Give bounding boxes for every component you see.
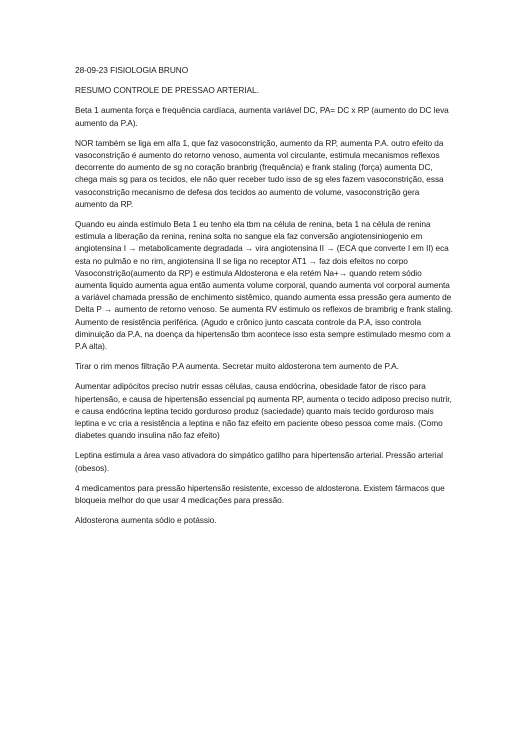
paragraph-nor: NOR também se liga em alfa 1, que faz vasoconstrição, aumento da RP, aumenta P.A. outro efeito da vasoconstrição é aumento do retorno venoso, aumenta vol circulante, estimula mecanismos reflexos decorrente do aumento de sg no coração branbrig (frequência) e frank staling (força) aumenta DC, chega mais sg para os tecidos, ele não quer receber tudo isso de sg eles fazem vasoconstrição, essa vasoconstrição mecanismo de defesa dos tecidos ao aumento de volume, vasoconstrição gera aumento da RP. [75,137,444,209]
document-title: RESUMO CONTROLE DE PRESSAO ARTERIAL. [75,85,259,96]
paragraph-medicamentos: 4 medicamentos para pressão hipertensão resistente, excesso de aldosterona. Existem fármacos que bloqueia melhor do que usar 4 medicações para pressão. [75,482,445,506]
paragraph-adipocitos: Aumentar adipócitos preciso nutrir essas células, causa endócrina, obesidade fator de risco para hipertensão, e causa de hipertensão essencial pq aumenta RP, aumenta o tecido adiposo preciso nutrir, e causa endócrina leptina tecido gorduroso produz (saciedade) quanto mais tecido gorduroso mais leptina e vc cria a resistência a leptina e não faz efeito em paciente obeso pessoa come mais. (Como diabetes quando insulina não faz efeito) [75,381,452,441]
paragraph-beta1: Beta 1 aumenta força e frequência cardíaca, aumenta variável DC, PA= DC x RP (aumento do DC leva aumento da P.A). [75,105,449,128]
document-header: 28-09-23 FISIOLOGIA BRUNO [75,65,189,75]
paragraph-leptina: Leptina estimula a área vaso ativadora do simpático gatilho para hipertensão arterial. Pressão arterial (obesos). [75,450,443,473]
paragraph-rim: Tirar o rim menos filtração P.A aumenta. Secretar muito aldosterona tem aumento de P.A. [75,361,399,372]
document-body [75,64,453,535]
paragraph-renina: Quando eu ainda estímulo Beta 1 eu tenho ela tbm na célula de renina, beta 1 na célula de renina estimula a liberação da renina, renina solta no sangue ela faz conversão angiotensiniogenio em angiotensina I → metabolicamente degradada → vira angiotensina II → (ECA que converte I em II) eca esta no pulmão e no rim, angiotensina II se liga no receptor AT1 → faz dois efeitos no corpo Vasoconstrição(aumento da RP) e estimula Aldosterona e ela retém Na+→ quando retem sódio aumenta liquido aumenta agua então aumenta volume corporal, quando aumenta vol corporal aumenta a variável chamada pressão de enchimento sistêmico, quando aumenta essa pressão gera aumento de Delta P → aumento de retorno venoso. Se aumenta RV estimulo os reflexos de brambrig e frank staling. Aumento de resistência periférica. (Agudo e crônico junto cascata controle da P.A, isso controla diminuição da P.A, na doença da hipertensão tbm acontece isso esta sempre estimulado mesmo com a P.A alta). [75,219,453,352]
paragraph-aldosterona: Aldosterona aumenta sódio e potássio. [75,515,217,526]
